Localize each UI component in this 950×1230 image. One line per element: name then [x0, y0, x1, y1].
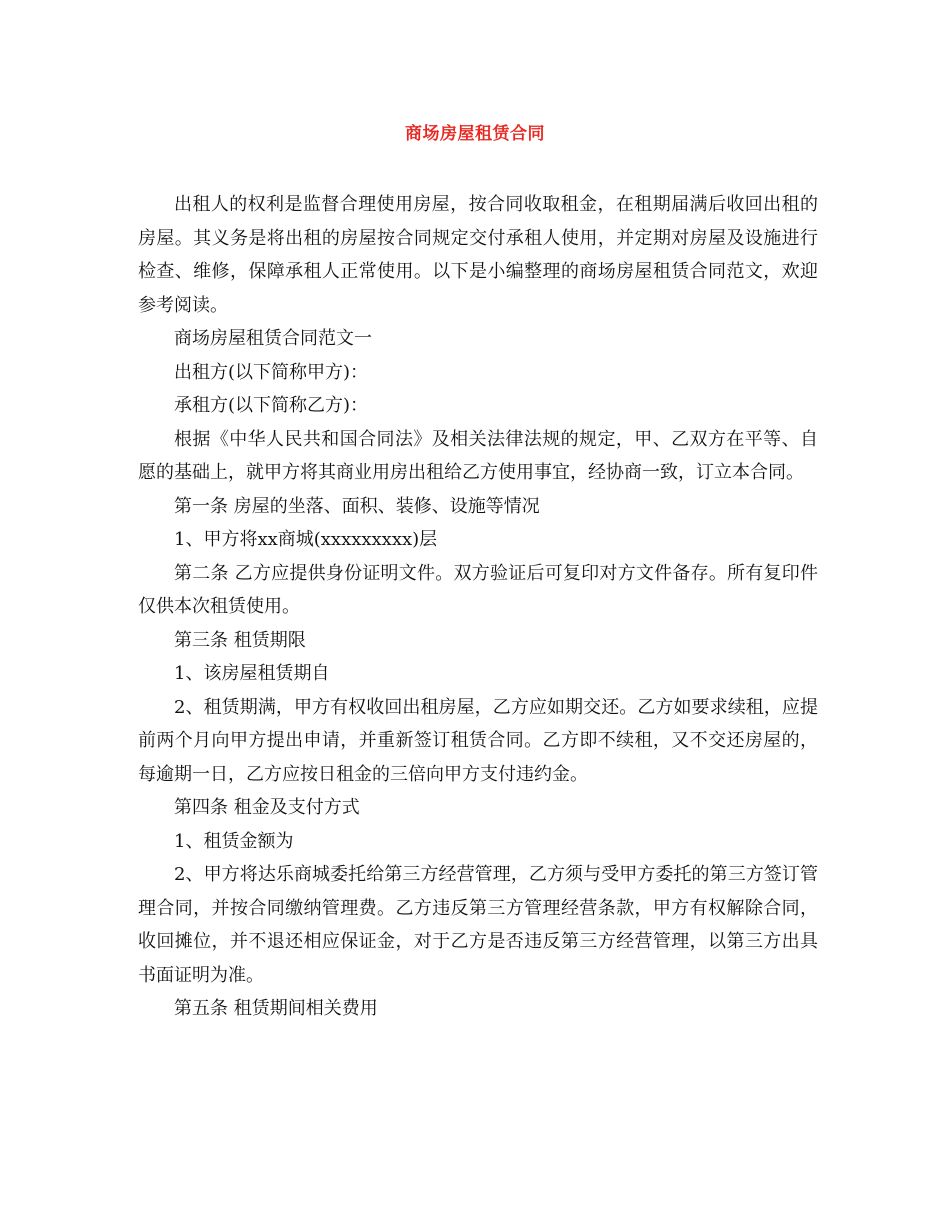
paragraph-article-4-item-2: 2、甲方将达乐商城委托给第三方经营管理，乙方须与受甲方委托的第三方签订管理合同，并按合同缴纳管理费。乙方违反第三方管理经营条款，甲方有权解除合同，收回摊位，并不退还相应保证金，对于乙方是否违反第三方经营管理，以第三方出具书面证明为准。	[138, 864, 818, 986]
paragraph-article-3-item-1: 1、该房屋租赁期自	[174, 663, 330, 684]
paragraph-article-5: 第五条 租赁期间相关费用	[174, 998, 378, 1019]
paragraph-article-4-item-1: 1、租赁金额为	[174, 830, 294, 852]
paragraph-lessee: 承租方(以下简称乙方)：	[174, 395, 369, 416]
paragraph-article-2: 第二条 乙方应提供身份证明文件。双方验证后可复印对方文件备存。所有复印件仅供本次租赁使用。	[138, 562, 818, 617]
paragraph-article-1: 第一条 房屋的坐落、面积、装修、设施等情况	[174, 495, 540, 517]
paragraph-article-3: 第三条 租赁期限	[174, 629, 306, 651]
paragraph-lessor: 出租方(以下简称甲方)：	[174, 361, 369, 383]
paragraph-article-3-item-2: 2、租赁期满，甲方有权收回出租房屋，乙方应如期交还。乙方如要求续租，应提前两个月向甲方提出申请，并重新签订租赁合同。乙方即不续租，又不交还房屋的，每逾期一日，乙方应按日租金的三倍向甲方支付违约金。	[138, 696, 818, 785]
paragraph-sample-heading: 商场房屋租赁合同范文一	[174, 328, 372, 349]
paragraph-preamble: 根据《中华人民共和国合同法》及相关法律法规的规定，甲、乙双方在平等、自愿的基础上，就甲方将其商业用房出租给乙方使用事宜，经协商一致，订立本合同。	[138, 428, 818, 483]
document-title: 商场房屋租赁合同	[405, 124, 545, 144]
document-body	[138, 188, 818, 1026]
paragraph-article-4: 第四条 租金及支付方式	[174, 797, 360, 818]
paragraph-intro: 出租人的权利是监督合理使用房屋，按合同收取租金，在租期届满后收回出租的房屋。其义务是将出租的房屋按合同规定交付承租人使用，并定期对房屋及设施进行检查、维修，保障承租人正常使用。以下是小编整理的商场房屋租赁合同范文，欢迎参考阅读。	[138, 194, 818, 316]
paragraph-article-1-item-1: 1、甲方将xx商城(xxxxxxxxx)层	[174, 529, 438, 550]
